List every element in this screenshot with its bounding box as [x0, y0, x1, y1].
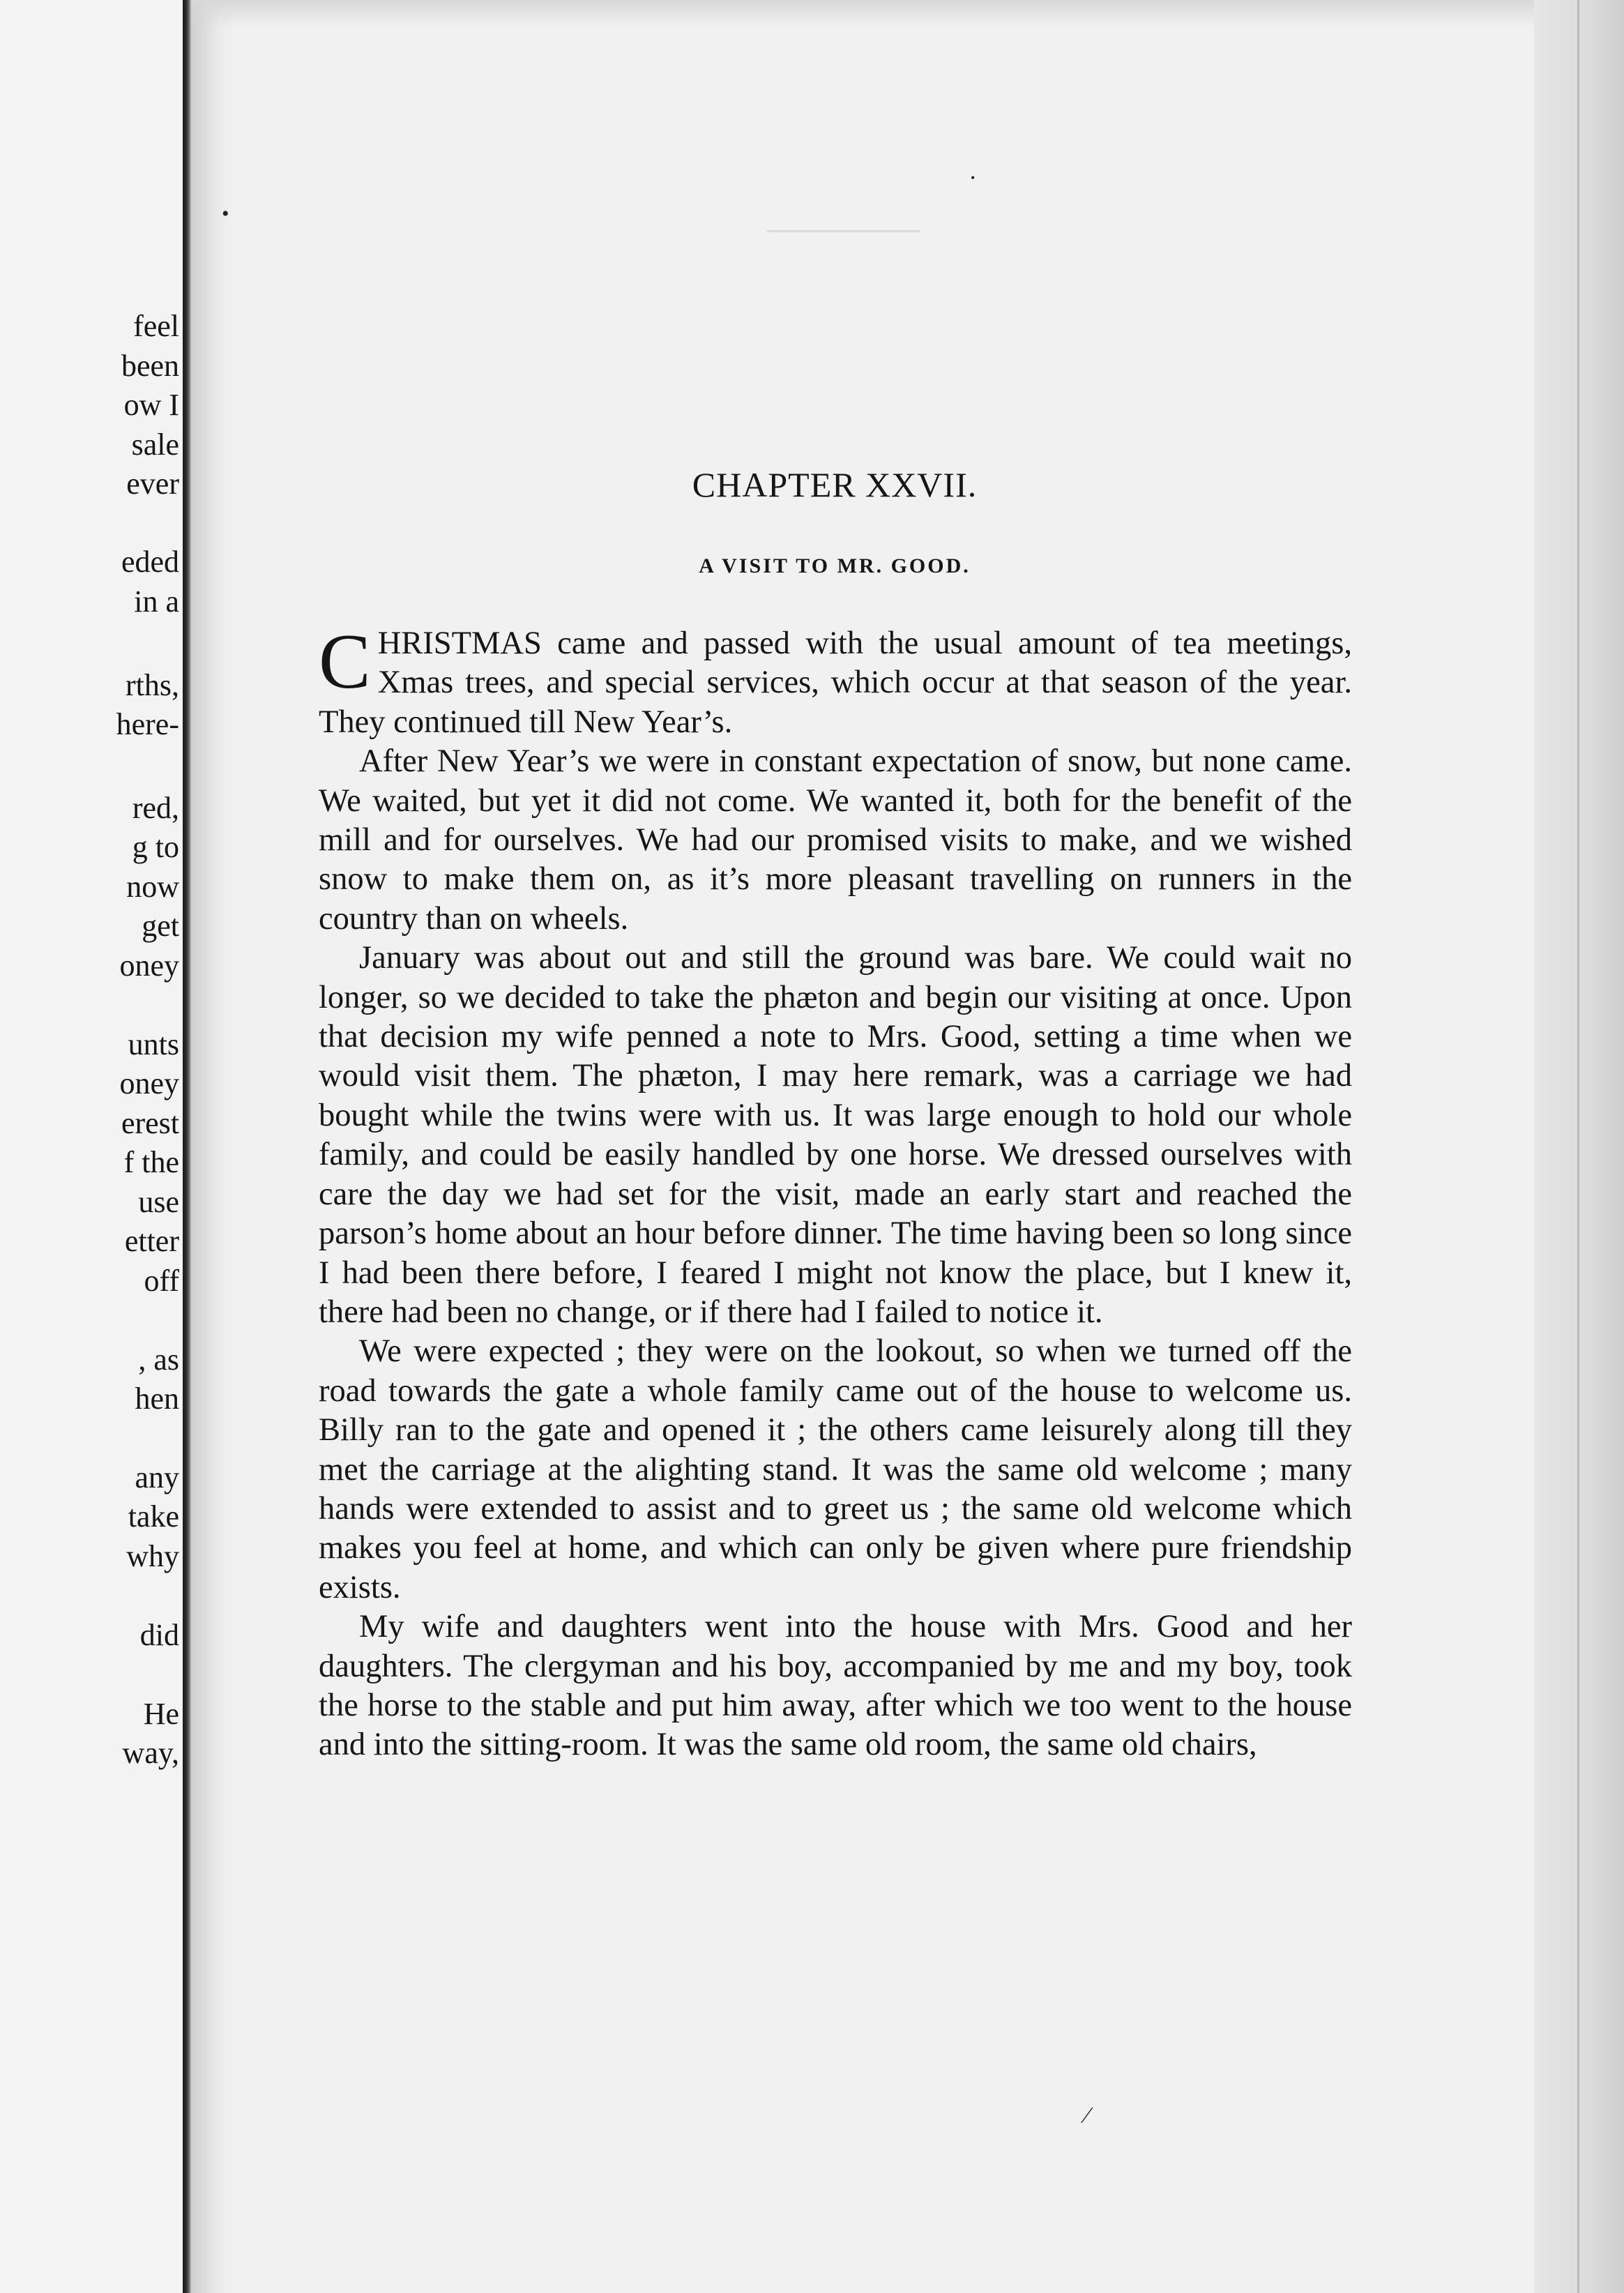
top-shadow [191, 0, 1534, 28]
facing-page-fragment: use [138, 1185, 179, 1219]
chapter-title: CHAPTER XXVII. [692, 465, 978, 504]
facing-page-fragment: off [144, 1264, 179, 1298]
scan-speck: • [971, 171, 976, 185]
paragraph: After New Year’s we were in constant expectation of snow, but none came. We waited, but yet it did not come. We wanted it, both for the benefit of the mill and for ourselves. We had our promised visits to make, and we wished snow to make them on, as it’s more pleasant travelling on runners in the country than on wheels. [319, 743, 1352, 937]
facing-page-fragment: in a [134, 584, 179, 619]
paragraph: January was about out and still the ground was bare. We could wait no longer, so we decided to take the phæton and begin our visiting at once. Upon that decision my wife penned a note to Mrs. Good, setting a time when we would visit them. The phæton, I may here remark, was a carriage we had bought while the twins were with us. It was large enough to hold our whole family, and could be easily handled by one horse. We dressed ourselves with care the day we had set for the visit, made an early start and reached the parson’s home about an hour before dinner. The time having been so long since I had been there before, I feared I might not know the place, but I knew it, there had been no change, or if there had I failed to notice it. [319, 940, 1352, 1330]
facing-page-fragment: erest [121, 1106, 179, 1140]
facing-page-fragment: eded [121, 545, 179, 579]
facing-page-fragment: been [121, 349, 179, 383]
facing-page-fragment: did [139, 1618, 179, 1652]
facing-page-fragment: sale [131, 427, 179, 462]
facing-page-fragment: ever [126, 467, 179, 501]
scan-speck: ⁄ [1085, 2103, 1089, 2128]
facing-page-fragment: ow I [123, 388, 179, 422]
facing-page-fragment: oney [119, 1066, 179, 1100]
section-title: A VISIT TO MR. GOOD. [699, 554, 971, 577]
paragraph: My wife and daughters went into the house with Mrs. Good and her daughters. The clergyman and his boy, accompanied by me and my boy, took the horse to the stable and put him away, after which we too went to the house and into the sitting-room. It was the same old room, the same old chairs, [319, 1609, 1352, 1763]
gutter-shadow [191, 0, 233, 2293]
facing-page-fragment: unts [128, 1027, 179, 1061]
facing-page-fragment: etter [124, 1224, 179, 1258]
facing-page-fragment: take [128, 1499, 179, 1534]
facing-page-fragment: g to [132, 830, 179, 864]
bleed-through-header [767, 230, 920, 242]
facing-page-fragment: oney [119, 948, 179, 983]
facing-page-fragment: , as [138, 1342, 179, 1377]
facing-page-fragment: rths, [126, 668, 179, 702]
page-edge-line [1577, 0, 1579, 2293]
drop-cap: C [319, 619, 371, 705]
facing-page-fragment: red, [132, 791, 179, 825]
facing-page-fragment: f the [123, 1145, 179, 1179]
paragraph [319, 619, 1352, 742]
paragraph: We were expected ; they were on the lookout, so when we turned off the road towards the gate a whole family came out of the house to welcome us. Billy ran to the gate and opened it ; the others came leisurely along till they met the carriage at the alighting stand. It was the same old welcome ; many hands were extended to assist and to greet us ; the same old welcome which makes you feel at home, and which can only be given where pure friendship exists. [319, 1333, 1352, 1605]
paragraph-text: HRISTMAS came and passed with the usual amount of tea meetings, Xmas trees, and special services, which occur at that season of the year. They continued till New Year’s. [319, 626, 1352, 740]
facing-page-fragment: now [126, 870, 179, 904]
facing-page-fragment: get [142, 909, 179, 943]
facing-page-fragment: way, [122, 1736, 179, 1770]
chapter-body [319, 619, 1352, 1765]
facing-page-fragment: any [135, 1460, 179, 1494]
facing-page-fragment: hen [135, 1382, 179, 1416]
scan-speck: • [222, 202, 229, 225]
facing-page-fragment: He [143, 1697, 179, 1731]
facing-page-fragment: why [126, 1539, 179, 1573]
facing-page-fragment: feel [133, 309, 179, 343]
book-gutter [183, 0, 191, 2293]
facing-page-fragment: here- [116, 707, 179, 741]
